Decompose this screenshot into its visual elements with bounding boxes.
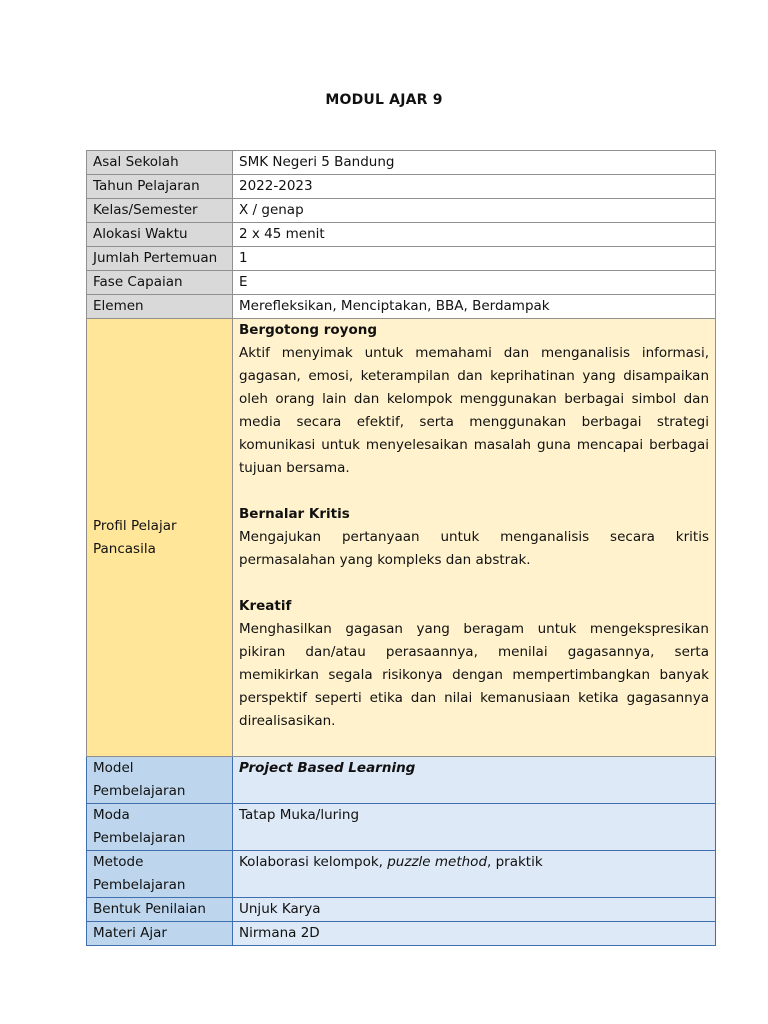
info-row [87, 151, 716, 175]
info-label: Jumlah Pertemuan [87, 247, 233, 271]
metode-value [233, 851, 716, 898]
metode-value-post: , praktik [487, 854, 543, 870]
info-value: 1 [233, 247, 716, 271]
info-value: E [233, 271, 716, 295]
metode-value-italic: puzzle method [387, 854, 488, 870]
materi-label: Materi Ajar [87, 922, 233, 946]
model-label: Model Pembelajaran [87, 757, 233, 804]
profil-heading-gotong-royong: Bergotong royong [239, 322, 378, 338]
info-row [87, 271, 716, 295]
model-row [87, 757, 716, 804]
info-label: Alokasi Waktu [87, 223, 233, 247]
spacer [239, 480, 709, 503]
info-row [87, 247, 716, 271]
info-value: Merefleksikan, Menciptakan, BBA, Berdampak [233, 295, 716, 319]
info-label: Tahun Pelajaran [87, 175, 233, 199]
profil-text-kreatif: Menghasilkan gagasan yang beragam untuk mengekspresikan pikiran dan/atau perasaannya, menilai gagasannya, serta memikirkan segala risikonya dengan mempertimbangkan banyak perspektif seperti etika dan nilai kemanusiaan ketika gagasannya direalisasikan. [239, 621, 709, 729]
profil-label: Profil Pelajar Pancasila [87, 319, 233, 757]
info-row [87, 175, 716, 199]
penilaian-value: Unjuk Karya [233, 898, 716, 922]
profil-text-gotong-royong: Aktif menyimak untuk memahami dan menganalisis informasi, gagasan, emosi, keterampilan dan keprihatinan yang disampaikan oleh orang lain dan kelompok menggunakan berbagai simbol dan media secara efektif, serta menggunakan berbagai strategi komunikasi untuk menyelesaikan masalah guna mencapai berbagai tujuan bersama. [239, 345, 709, 476]
profil-content [233, 319, 716, 757]
profil-text-bernalar-kritis: Mengajukan pertanyaan untuk menganalisis secara kritis permasalahan yang kompleks dan abstrak. [239, 529, 709, 568]
info-row [87, 199, 716, 223]
info-label: Elemen [87, 295, 233, 319]
profil-heading-kreatif: Kreatif [239, 598, 292, 614]
penilaian-row [87, 898, 716, 922]
info-value: SMK Negeri 5 Bandung [233, 151, 716, 175]
moda-row [87, 804, 716, 851]
info-label: Asal Sekolah [87, 151, 233, 175]
info-row [87, 295, 716, 319]
spacer [239, 572, 709, 595]
info-value: 2022-2023 [233, 175, 716, 199]
moda-value: Tatap Muka/luring [233, 804, 716, 851]
materi-value: Nirmana 2D [233, 922, 716, 946]
info-label: Kelas/Semester [87, 199, 233, 223]
metode-row [87, 851, 716, 898]
page-title: MODUL AJAR 9 [325, 92, 443, 108]
info-label: Fase Capaian [87, 271, 233, 295]
metode-value-pre: Kolaborasi kelompok, [239, 854, 388, 870]
info-value: X / genap [233, 199, 716, 223]
model-value [233, 757, 716, 804]
penilaian-label: Bentuk Penilaian [87, 898, 233, 922]
info-row [87, 223, 716, 247]
moda-label: Moda Pembelajaran [87, 804, 233, 851]
info-value: 2 x 45 menit [233, 223, 716, 247]
profil-row [87, 319, 716, 757]
module-table [86, 150, 716, 946]
materi-row [87, 922, 716, 946]
profil-heading-bernalar-kritis: Bernalar Kritis [239, 506, 350, 522]
metode-label: Metode Pembelajaran [87, 851, 233, 898]
model-value-text: Project Based Learning [239, 760, 416, 776]
info-rows [87, 151, 716, 319]
